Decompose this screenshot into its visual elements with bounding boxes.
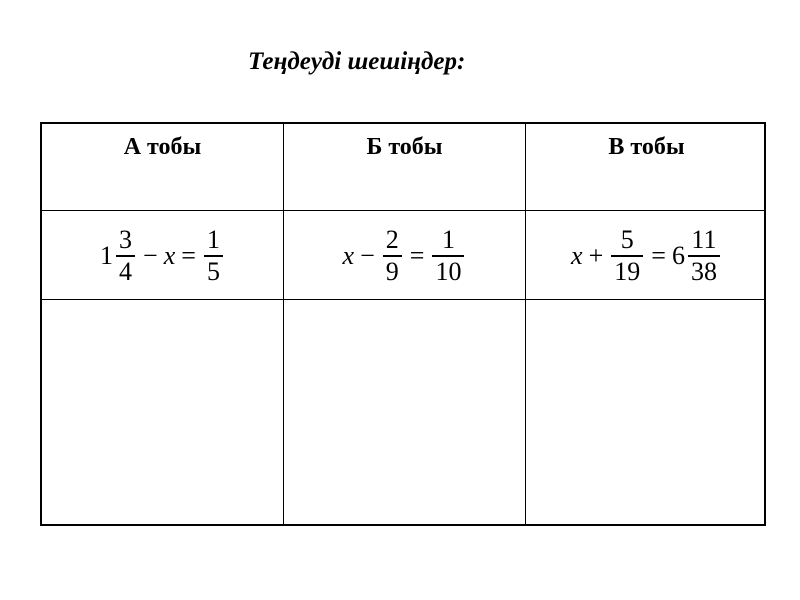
denominator: 5 xyxy=(206,256,220,286)
answer-cell-group-b xyxy=(284,300,525,526)
equation-group-b xyxy=(284,216,525,296)
header-group-a: А тобы xyxy=(123,134,202,160)
header-group-b: Б тобы xyxy=(366,134,443,160)
numerator: 1 xyxy=(206,225,220,255)
variable: x xyxy=(163,241,176,270)
equation-group-a xyxy=(42,216,283,296)
answer-cell-group-a xyxy=(42,300,283,526)
fraction xyxy=(432,225,464,286)
variable: x xyxy=(342,241,355,270)
variable: x xyxy=(571,241,583,270)
page-title: Теңдеуді шешіңдер: xyxy=(248,48,466,75)
equals-sign: = xyxy=(651,241,666,270)
answer-cell-group-v xyxy=(526,300,766,526)
equals-sign: = xyxy=(181,241,196,270)
equals-sign: = xyxy=(409,241,425,270)
denominator: 10 xyxy=(435,256,462,286)
whole-number: 1 xyxy=(100,241,114,270)
operator: − xyxy=(360,241,375,270)
fraction xyxy=(688,225,720,286)
fraction xyxy=(204,225,223,286)
denominator: 38 xyxy=(690,256,717,286)
equation-group-v xyxy=(526,216,767,296)
operator: + xyxy=(588,241,604,270)
denominator: 4 xyxy=(119,256,133,286)
header-group-v: В тобы xyxy=(608,134,685,160)
numerator: 2 xyxy=(385,225,399,255)
fraction xyxy=(116,225,135,286)
operator: − xyxy=(143,241,158,270)
whole-number: 6 xyxy=(671,241,685,270)
denominator: 9 xyxy=(385,256,399,286)
equation-table xyxy=(40,122,766,526)
fraction xyxy=(611,225,643,286)
fraction xyxy=(383,225,402,286)
row-divider xyxy=(42,210,764,211)
numerator: 11 xyxy=(691,225,717,255)
denominator: 19 xyxy=(614,256,641,286)
numerator: 1 xyxy=(441,225,455,255)
numerator: 5 xyxy=(620,225,634,255)
numerator: 3 xyxy=(119,225,133,255)
